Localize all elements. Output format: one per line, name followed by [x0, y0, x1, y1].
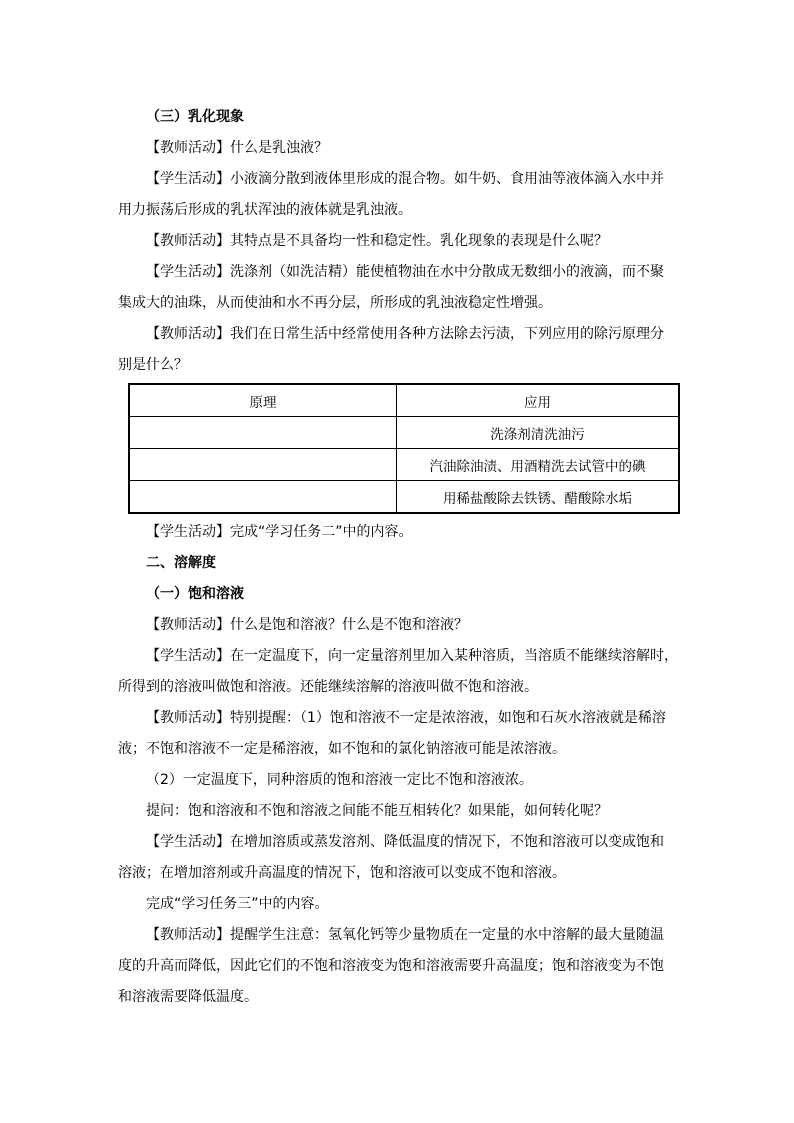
paragraph-student-definition-line2: 所得到的溶液叫做饱和溶液。还能继续溶解的溶液叫做不饱和溶液。 [118, 679, 538, 695]
paragraph-text: 特别提醒：（1）饱和溶液不一定是浓溶液，如饱和石灰水溶液就是稀溶 [230, 710, 666, 726]
activity-tag: 【学生活动】 [146, 524, 230, 540]
paragraph-text: 什么是乳浊液？ [230, 140, 328, 156]
table-header-application: 应用 [397, 384, 680, 417]
stain-removal-table [128, 383, 680, 514]
section-heading-solubility: 二、溶解度 [146, 555, 216, 571]
paragraph-text: 我们在日常生活中经常使用各种方法除去污渍，下列应用的除污原理分 [230, 326, 664, 342]
paragraph-student-conversion-line1 [118, 827, 678, 858]
paragraph-teacher-reminder-line2: 液；不饱和溶液不一定是稀溶液，如不饱和的氯化钠溶液可能是浓溶液。 [118, 741, 566, 757]
table-cell-application: 用稀盐酸除去铁锈、醋酸除水垢 [397, 481, 680, 514]
activity-tag: 【教师活动】 [146, 617, 230, 633]
paragraph-student-definition-line1 [118, 641, 678, 672]
paragraph-text: 其特点是不具备均一性和稳定性。乳化现象的表现是什么呢？ [230, 233, 608, 249]
paragraph-text: 什么是饱和溶液？什么是不饱和溶液？ [230, 617, 468, 633]
paragraph-text: 提醒学生注意：氢氧化钙等少量物质在一定量的水中溶解的最大量随温 [230, 927, 664, 943]
table-cell-application: 洗涤剂清洗油污 [397, 417, 680, 449]
paragraph-student-conversion-line2: 溶液；在增加溶剂或升高温度的情况下，饱和溶液可以变成不饱和溶液。 [118, 865, 566, 881]
paragraph-teacher-stain-line2: 别是什么？ [118, 357, 188, 373]
table-cell-principle [129, 449, 397, 481]
paragraph-text: 在增加溶质或蒸发溶剂、降低温度的情况下，不饱和溶液可以变成饱和 [230, 834, 664, 850]
activity-tag: 【教师活动】 [146, 233, 230, 249]
paragraph-text: 洗涤剂（如洗洁精）能使植物油在水中分散成无数细小的液滴，而不聚 [230, 264, 664, 280]
paragraph-teacher-question [118, 133, 678, 164]
paragraph-teacher-calcium-line3: 和溶液需要降低温度。 [118, 989, 258, 1005]
paragraph-teacher-calcium-line1 [118, 920, 678, 951]
paragraph-text: 小液滴分散到液体里形成的混合物。如牛奶、食用油等液体滴入水中并 [230, 171, 664, 187]
paragraph-task3: 完成“学习任务三”中的内容。 [146, 896, 329, 912]
table-cell-principle [129, 481, 397, 514]
activity-tag: 【学生活动】 [146, 834, 230, 850]
paragraph-text: 在一定温度下，向一定量溶剂里加入某种溶质，当溶质不能继续溶解时， [230, 648, 678, 664]
paragraph-teacher-calcium-line2: 度的升高而降低，因此它们的不饱和溶液变为饱和溶液需要升高温度；饱和溶液变为不饱 [118, 958, 664, 974]
subsection-heading-saturated: （一）饱和溶液 [146, 586, 244, 602]
activity-tag: 【学生活动】 [146, 264, 230, 280]
table-row [129, 449, 679, 481]
paragraph-teacher-stain-line1 [118, 319, 678, 350]
table-cell-principle [129, 417, 397, 449]
section-heading-emulsion: （三）乳化现象 [146, 109, 244, 125]
paragraph-reminder-point2: （2）一定温度下，同种溶质的饱和溶液一定比不饱和溶液浓。 [146, 772, 533, 788]
table-row [129, 481, 679, 514]
table-row [129, 417, 679, 449]
paragraph-question-conversion: 提问：饱和溶液和不饱和溶液之间能不能互相转化？如果能，如何转化呢？ [146, 803, 608, 819]
paragraph-text: 完成“学习任务二”中的内容。 [230, 524, 413, 540]
paragraph-student-answer-line2: 用力振荡后形成的乳状浑浊的液体就是乳浊液。 [118, 202, 412, 218]
table-header-row [129, 384, 679, 417]
paragraph-student-detergent-line1 [118, 257, 678, 288]
table-header-principle: 原理 [129, 384, 397, 417]
activity-tag: 【学生活动】 [146, 171, 230, 187]
activity-tag: 【教师活动】 [146, 140, 230, 156]
activity-tag: 【学生活动】 [146, 648, 230, 664]
paragraph-student-answer-line1 [118, 164, 678, 195]
activity-tag: 【教师活动】 [146, 927, 230, 943]
paragraph-student-task2 [118, 517, 678, 548]
document-body [118, 102, 678, 1013]
paragraph-teacher-statement [118, 226, 678, 257]
paragraph-teacher-saturated-question [118, 610, 678, 641]
table-cell-application: 汽油除油渍、用酒精洗去试管中的碘 [397, 449, 680, 481]
activity-tag: 【教师活动】 [146, 326, 230, 342]
paragraph-student-detergent-line2: 集成大的油珠，从而使油和水不再分层，所形成的乳浊液稳定性增强。 [118, 295, 552, 311]
paragraph-teacher-reminder-line1 [118, 703, 678, 734]
activity-tag: 【教师活动】 [146, 710, 230, 726]
